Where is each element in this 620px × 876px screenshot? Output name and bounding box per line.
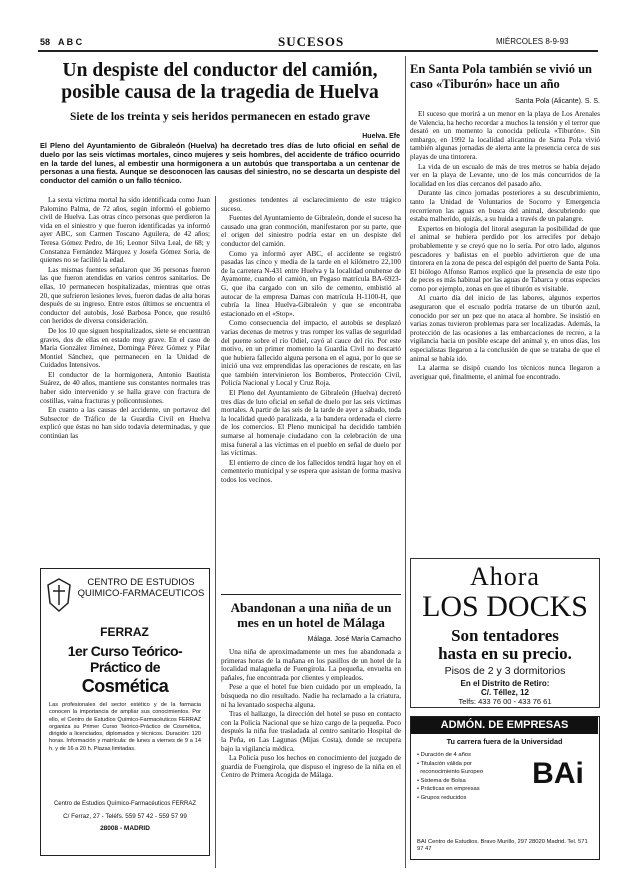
ad-admon-bullet: • Prácticas en empresas (417, 786, 480, 793)
page-number: 58 (40, 37, 51, 47)
ad-admon-subtitle: Tu carrera fuera de la Universidad (446, 737, 563, 746)
ad-docks-line5: En el Distrito de Retiro: (460, 679, 550, 688)
ad-admon-bullets (417, 751, 527, 803)
malaga-paragraph: Tras el hallazgo, la dirección del hotel se puso en contacto con la Policía Nacional que se hizo cargo de la pequeña. Poco después la niña fue trasladada al centro sanitario Hospital de la Peña, en Las Lagunas (Mijas Costa), donde se recupera bajo la vigilancia médica. (221, 710, 401, 753)
column-divider (215, 196, 216, 868)
santa-pola-paragraph: La alarma se disipó cuando los técnicos nunca llegaron a averiguar qué, finalmente, el animal fue encontrado. (410, 364, 600, 381)
main-col1-paragraph: Las mismas fuentes señalaron que 36 personas fueron las que fueron atendidas en varios centros sanitarios. De ellas, 10 permanecen hospitalizadas, mientras que otras 20, que sufrieron lesiones leves, fueron dadas de alta horas después de su ingreso. Entre estos últimos se encuentra el conductor del autobús, José Barbosa Ponce, que resultó con heridos de diversa consideración. (40, 265, 210, 326)
ad-admon-logo: BAi (532, 757, 584, 790)
ad-docks-line1: Ahora (470, 562, 540, 591)
ad-admon-bullet: • Grupos reducidos (417, 794, 467, 801)
main-col2-paragraph: Fuentes del Ayuntamiento de Gibraleón, donde el suceso ha causado una gran conmoción, manifestaron por su parte, que el origen del siniestro podría estar en un despiste del conductor del camión. (221, 214, 401, 248)
ad-docks-line4: Pisos de 2 y 3 dormitorios (444, 665, 566, 677)
main-col1-paragraph: En cuanto a las causas del accidente, un portavoz del Subsector de Tráfico de la Guardia Civil en Huelva explicó que éstas no han sido todavía determinadas, y que continúan las (40, 406, 210, 441)
main-column-2 (221, 196, 401, 591)
santa-pola-body (410, 110, 600, 550)
santa-pola-paragraph: Durante las cinco jornadas posteriores a su descubrimiento, tanto la Unidad de Voluntarios de Socorro y Emergencia recorrieron las aguas en busca del animal, descubriendo que estaba malherido, quizás, a su huida a través de un palangre. (410, 189, 600, 224)
ad-centro-title: CENTRO DE ESTUDIOS QUIMICO-FARMACEUTICOS (77, 577, 205, 599)
ad-admon-bullet: • Titulación válida por (417, 760, 472, 767)
main-lead: El Pleno del Ayuntamiento de Gibraleón (Huelva) ha decretado tres días de luto oficial en señal de duelo por las seis víctimas mortales, cinco mujeres y seis hombres, del accidente de tráfico ocurrido en la tarde del lunes, al embestir una hormigonera a un autobús que transportaba a un centenar de personas a una fiesta. Aunque se desconocen las causas del siniestro, no se descarta un despiste del conductor del camión o un fallo técnico. (40, 141, 400, 186)
main-dateline: Huelva. Efe (362, 133, 400, 140)
ad-admon-title: ADMÓN. DE EMPRESAS (411, 717, 598, 734)
ad-centro-contact-city: 28008 - MADRID (100, 825, 150, 832)
ad-centro-brand: FERRAZ (100, 625, 149, 639)
header-rule (38, 50, 598, 52)
ad-centro-contact-address: C/ Ferraz, 27 - Teléfs. 559 57 42 - 559 57 99 (63, 813, 187, 820)
malaga-headline: Abandonan a una niña de un mes en un hotel de Málaga (230, 600, 392, 630)
main-col1-paragraph: La sexta víctima mortal ha sido identificada como Juan Palomino Palma, de 72 años, según informó el gobierno civil de Huelva. Las otras cinco personas que perdieron la vida en el siniestro y que fueron identificadas ya informó ayer ABC, son Carmen Toscano Aguilera, de 42 años; Teresa Gómez Pedro, de 16; Leonor Silva Leal, de 68; y Constanza Fernández Márquez y Josefa Gómez Soria, de quienes no se facilitó la edad. (40, 196, 210, 265)
main-col1-paragraph: El conductor de la hormigonera, Antonio Bautista Suárez, de 40 años, mantiene sus constantes normales tras haber sido intervenido y se halla grave con fractura de costillas, vaina fracturas y policontusiones. (40, 370, 210, 405)
issue-date: MIÉRCOLES 8-9-93 (496, 37, 569, 46)
right-column-divider (405, 56, 406, 868)
ad-centro-ferraz (40, 568, 210, 856)
ad-admon-bullet: • Duración de 4 años (417, 752, 471, 758)
malaga-top-rule (221, 594, 401, 595)
main-column-1 (40, 196, 210, 558)
malaga-paragraph: Pese a que el hotel fue bien cuidado por un empleado, la búsqueda no dio resultado. Nadie ha reclamado a la criatura, ni ha levantado sospecha alguna. (221, 683, 401, 709)
santa-pola-paragraph: Al cuarto día del inicio de las labores, algunos expertos aseguraron que el escualo podría tratarse de un tiburón azul, conocido por ser un pez que no ataca al hombre. Se insistió en varias zonas tuvieron problemas para ser localizadas. Además, la protección de las ocasiones a las embarcaciones de recreo, a la vigilancia hacia un posible escape del animal y, en unos días, los especialistas llegaron a la conclusión de que se trataba de que el animal se había ido. (410, 294, 600, 363)
malaga-paragraph: La Policía puso los hechos en conocimiento del juzgado de guardia de Fuengirola, que dispuso el ingreso de la niña en el Centro de Primera Acogida de Málaga. (221, 754, 401, 780)
crest-icon (46, 577, 72, 613)
main-col2-paragraph: gestiones tendentes al esclarecimiento de este trágico suceso. (221, 196, 401, 213)
ad-admon-bullet: • Sistema de Bolsa (417, 777, 466, 784)
santa-pola-paragraph: La vida de un escualo de más de tres metros se había dejado ver en la playa de Levante, uno de los más concurridos de la localidad en los días cercanos del pasado año. (410, 162, 600, 188)
ad-centro-course-line2: Cosmética (81, 676, 169, 696)
main-col2-paragraph: Como ya informó ayer ABC, el accidente se registró pasadas las cinco y media de la tarde en el kilómetro 22,100 de la carretera N-431 entre Huelva y la localidad onubense de Ayamonte, cuando el camión, un Pegaso matrícula BA-6923-G, que iba cargado con un silo de cemento, embistió al autocar de la empresa Damas con matrícula H-1100-H, que cubría la línea Huelva-Gibraleón y que se encontraba estacionado en el «Stop». (221, 249, 401, 318)
ad-docks-line3: hasta en su precio. (438, 644, 572, 663)
ad-centro-contact-name: Centro de Estudios Químico-Farmacéuticos FERRAZ (53, 801, 197, 807)
main-col2-paragraph: Como consecuencia del impacto, el autobús se desplazó varias decenas de metros y tras romper los vallas de seguridad del puente sobre el río Odiel, cayó al cauce del río. Por este motivo, en un primer momento la Guardia Civil no descartó que hubiera fallecido alguna persona en el agua, por lo que se inició una vez emprendidas las operaciones de rescate, en las que también intervinieron los Bomberos, Protección Civil, Policía Nacional y Local y Cruz Roja. (221, 319, 401, 388)
publication-name: A B C (58, 37, 83, 47)
main-headline: Un despiste del conductor del camión, posible causa de la tragedia de Huelva (61, 60, 379, 103)
ad-centro-body: Las profesionales del sector estético y de la farmacia conocen la importancia de ampliar sus conocimientos. Por ello, el Centro de Estudios Químico-Farmacéuticos FERRAZ organiza su Primer Curso Teórico-Práctico de Cosmética, dirigido a licenciados, diplomados y técnicos. Duración: 120 horas. Información y matrícula: de lunes a viernes de 9 a 14 h. y de 16 a 20 h. Plazas limitadas. (49, 702, 201, 752)
santa-pola-paragraph: El suceso que morirá a un menor en la playa de Los Arenales de Valencia, ha hecho recordar a muchos la tensión y el terror que desató en un momento la conocida película «Tiburón». Sin embargo, en 1992 la localidad alicantina de Santa Pola vivió también algunas jornadas de alerta ante la presencia cerca de sus playas de una tintorera. (410, 110, 600, 161)
ad-admon-bullet: reconocimiento Europeo (420, 769, 484, 776)
ad-docks-line6: C/. Téllez, 12 (480, 688, 530, 697)
ad-docks-line2: Son tentadores (451, 626, 559, 645)
malaga-body (221, 648, 401, 860)
ad-centro-course (45, 643, 205, 697)
ad-docks-brand: LOS DOCKS (422, 590, 588, 623)
ad-admon-footer: BAI Centro de Estudios. Bravo Murillo, 297 28020 Madrid. Tel. 571 97 47 (417, 839, 588, 852)
malaga-paragraph: Una niña de aproximadamente un mes fue abandonada a primeras horas de la mañana en los pasillos de un hotel de la localidad malagueña de Fuengirola. La pequeña, envuelta en pañales, fue encontrada por clientes y empleados. (221, 648, 401, 682)
santa-pola-dateline: Santa Pola (Alicante). S. S. (515, 98, 600, 105)
santa-pola-headline: En Santa Pola también se vivió un caso «Tiburón» hace un año (410, 62, 592, 91)
main-col1-paragraph: De los 10 que siguen hospitalizados, siete se encuentran graves, dos de ellas en estado muy grave. En el caso de María González Jiménez, Dominga Pérez Gómez y Pilar Montiel Sánchez, que permanecen en la Unidad de Cuidados Intensivos. (40, 326, 210, 370)
main-col2-paragraph: El entierro de cinco de los fallecidos tendrá lugar hoy en el cementerio municipal y se espera que asistan de forma masiva todos los vecinos. (221, 458, 401, 484)
section-title: SUCESOS (278, 34, 345, 49)
main-col2-paragraph: El Pleno del Ayuntamiento de Gibraleón (Huelva) decretó tres días de luto oficial en señal de duelo por las seis víctimas mortales. A partir de las seis de la tarde de ayer a sábado, toda la localidad quedó paralizada, a la bandera ordenada el cierre de los comercios. El Pleno municipal ha decidido también sumarse al homenaje ciudadano con la celebración de una misa funeral a las víctimas en el pueblo en señal de duelo por las víctimas. (221, 389, 401, 458)
santa-pola-paragraph: Expertos en biología del litoral aseguran la posibilidad de que el animal se hubiera perdido por los arrecifes por debajo probablemente y se creyó que no lo sería. Por otro lado, algunos pescadores y bañistas en el pueblo advirtieron que de una tintorera en la zona de pesca del espigón del puerto de Santa Pola. El biólogo Alfonso Ramos explicó que la presencia de este tipo de peces es más habitual por las aguas de Tabarca y otras especies como por ejemplo, zonas en que el tiburón es visitable. (410, 224, 600, 293)
ad-centro-course-line1: Curso Teórico-Práctico de (90, 643, 183, 675)
ad-admon-empresas (410, 716, 600, 860)
malaga-dateline: Málaga. José María Camacho (307, 636, 401, 643)
ad-docks-phones: Telfs: 433 76 00 - 433 76 61 (458, 697, 552, 706)
ad-los-docks (410, 558, 600, 708)
ad-centro-course-prefix: 1er (67, 643, 88, 659)
main-subheadline: Siete de los treinta y seis heridos permanecen en estado grave (69, 111, 371, 123)
